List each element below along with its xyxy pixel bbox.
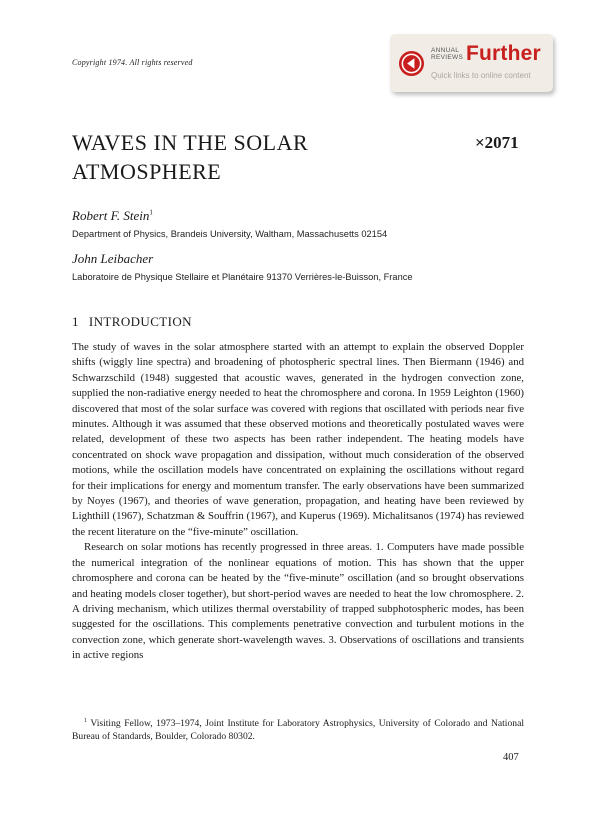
page-number: 407 — [503, 752, 519, 763]
author-1-marker: 1 — [149, 208, 153, 217]
author-1-affiliation: Department of Physics, Brandeis University, Waltham, Massachusetts 02154 — [72, 229, 388, 239]
further-banner[interactable] — [390, 34, 553, 92]
banner-subtitle: Quick links to online content — [431, 71, 531, 80]
section-heading — [72, 314, 192, 330]
body-text — [72, 340, 524, 664]
author-1 — [72, 208, 153, 224]
footnote — [72, 715, 524, 743]
section-title: INTRODUCTION — [88, 314, 192, 329]
title-line-2: ATMOSPHERE — [72, 159, 222, 184]
section-number: 1 — [72, 314, 79, 329]
banner-annual-text: ANNUAL — [431, 47, 460, 54]
article-code: ×2071 — [475, 133, 519, 152]
author-1-name: Robert F. Stein — [72, 208, 150, 223]
author-2 — [72, 251, 153, 267]
title-line-1: WAVES IN THE SOLAR — [72, 130, 309, 155]
paragraph-2: Research on solar motions has recently progressed in three areas. 1. Computers have made possible the numerical integration of the nonlinear equations of motion. This has shown that the upper chromosphere and corona can be heated by the “five-minute” oscillation (and so brought observations and heating models closer together), but short-period waves are needed to heat the low chromosphere. 2. A driving mechanism, which utilizes thermal overstability of trapped subphotospheric modes, has been suggested for the oscillations. This complements penetrative convection and turbulent motions in the convection zone, which generate short-wavelength waves. 3. Observations of oscillations and transients in active regions — [72, 541, 524, 662]
article-title — [72, 128, 402, 186]
author-2-name: John Leibacher — [72, 251, 154, 266]
banner-brand — [431, 47, 463, 61]
banner-further-text: Further — [466, 42, 541, 65]
footnote-text: Visiting Fellow, 1973–1974, Joint Institute for Laboratory Astrophysics, University of Colorado and National Bureau of Standards, Boulder, Colorado 80302. — [72, 718, 524, 743]
annual-reviews-logo-icon — [398, 50, 425, 77]
banner-reviews-text: REVIEWS — [431, 54, 464, 61]
paragraph-1: The study of waves in the solar atmosphere started with an attempt to explain the observed Doppler shifts (wiggly line spectra) and broadening of photospheric spectral lines. Then Biermann (1946) and Schwarzschild (1948) suggested that acoustic waves, generated in the hydrogen convection zone, supplied the non-radiative energy needed to heat the chromosphere and corona. In 1959 Leighton (1960) discovered that most of the solar surface was covered with regions that oscillated with periods near five minutes. Although it was assumed that these observed motions and theoretically postulated waves were related, development of these two aspects has been rather independent. The heating models have concentrated on shock wave propagation and dissipation, without much consideration of the observed motions, while the oscillation models have concentrated on explaining the oscillations without regard for their implications for energy and momentum transfer. The early observations have been summarized by Noyes (1967), and theories of wave generation, propagation, and heating have been reviewed by Lighthill (1967), Schatzman & Souffrin (1967), and Kuperus (1969). Michalitsanos (1974) has reviewed the recent literature on the “five-minute” oscillation. — [72, 341, 524, 538]
author-2-affiliation: Laboratoire de Physique Stellaire et Planétaire 91370 Verrières-le-Buisson, France — [72, 272, 413, 282]
footnote-marker: 1 — [84, 718, 87, 724]
copyright-notice: Copyright 1974. All rights reserved — [72, 58, 193, 67]
